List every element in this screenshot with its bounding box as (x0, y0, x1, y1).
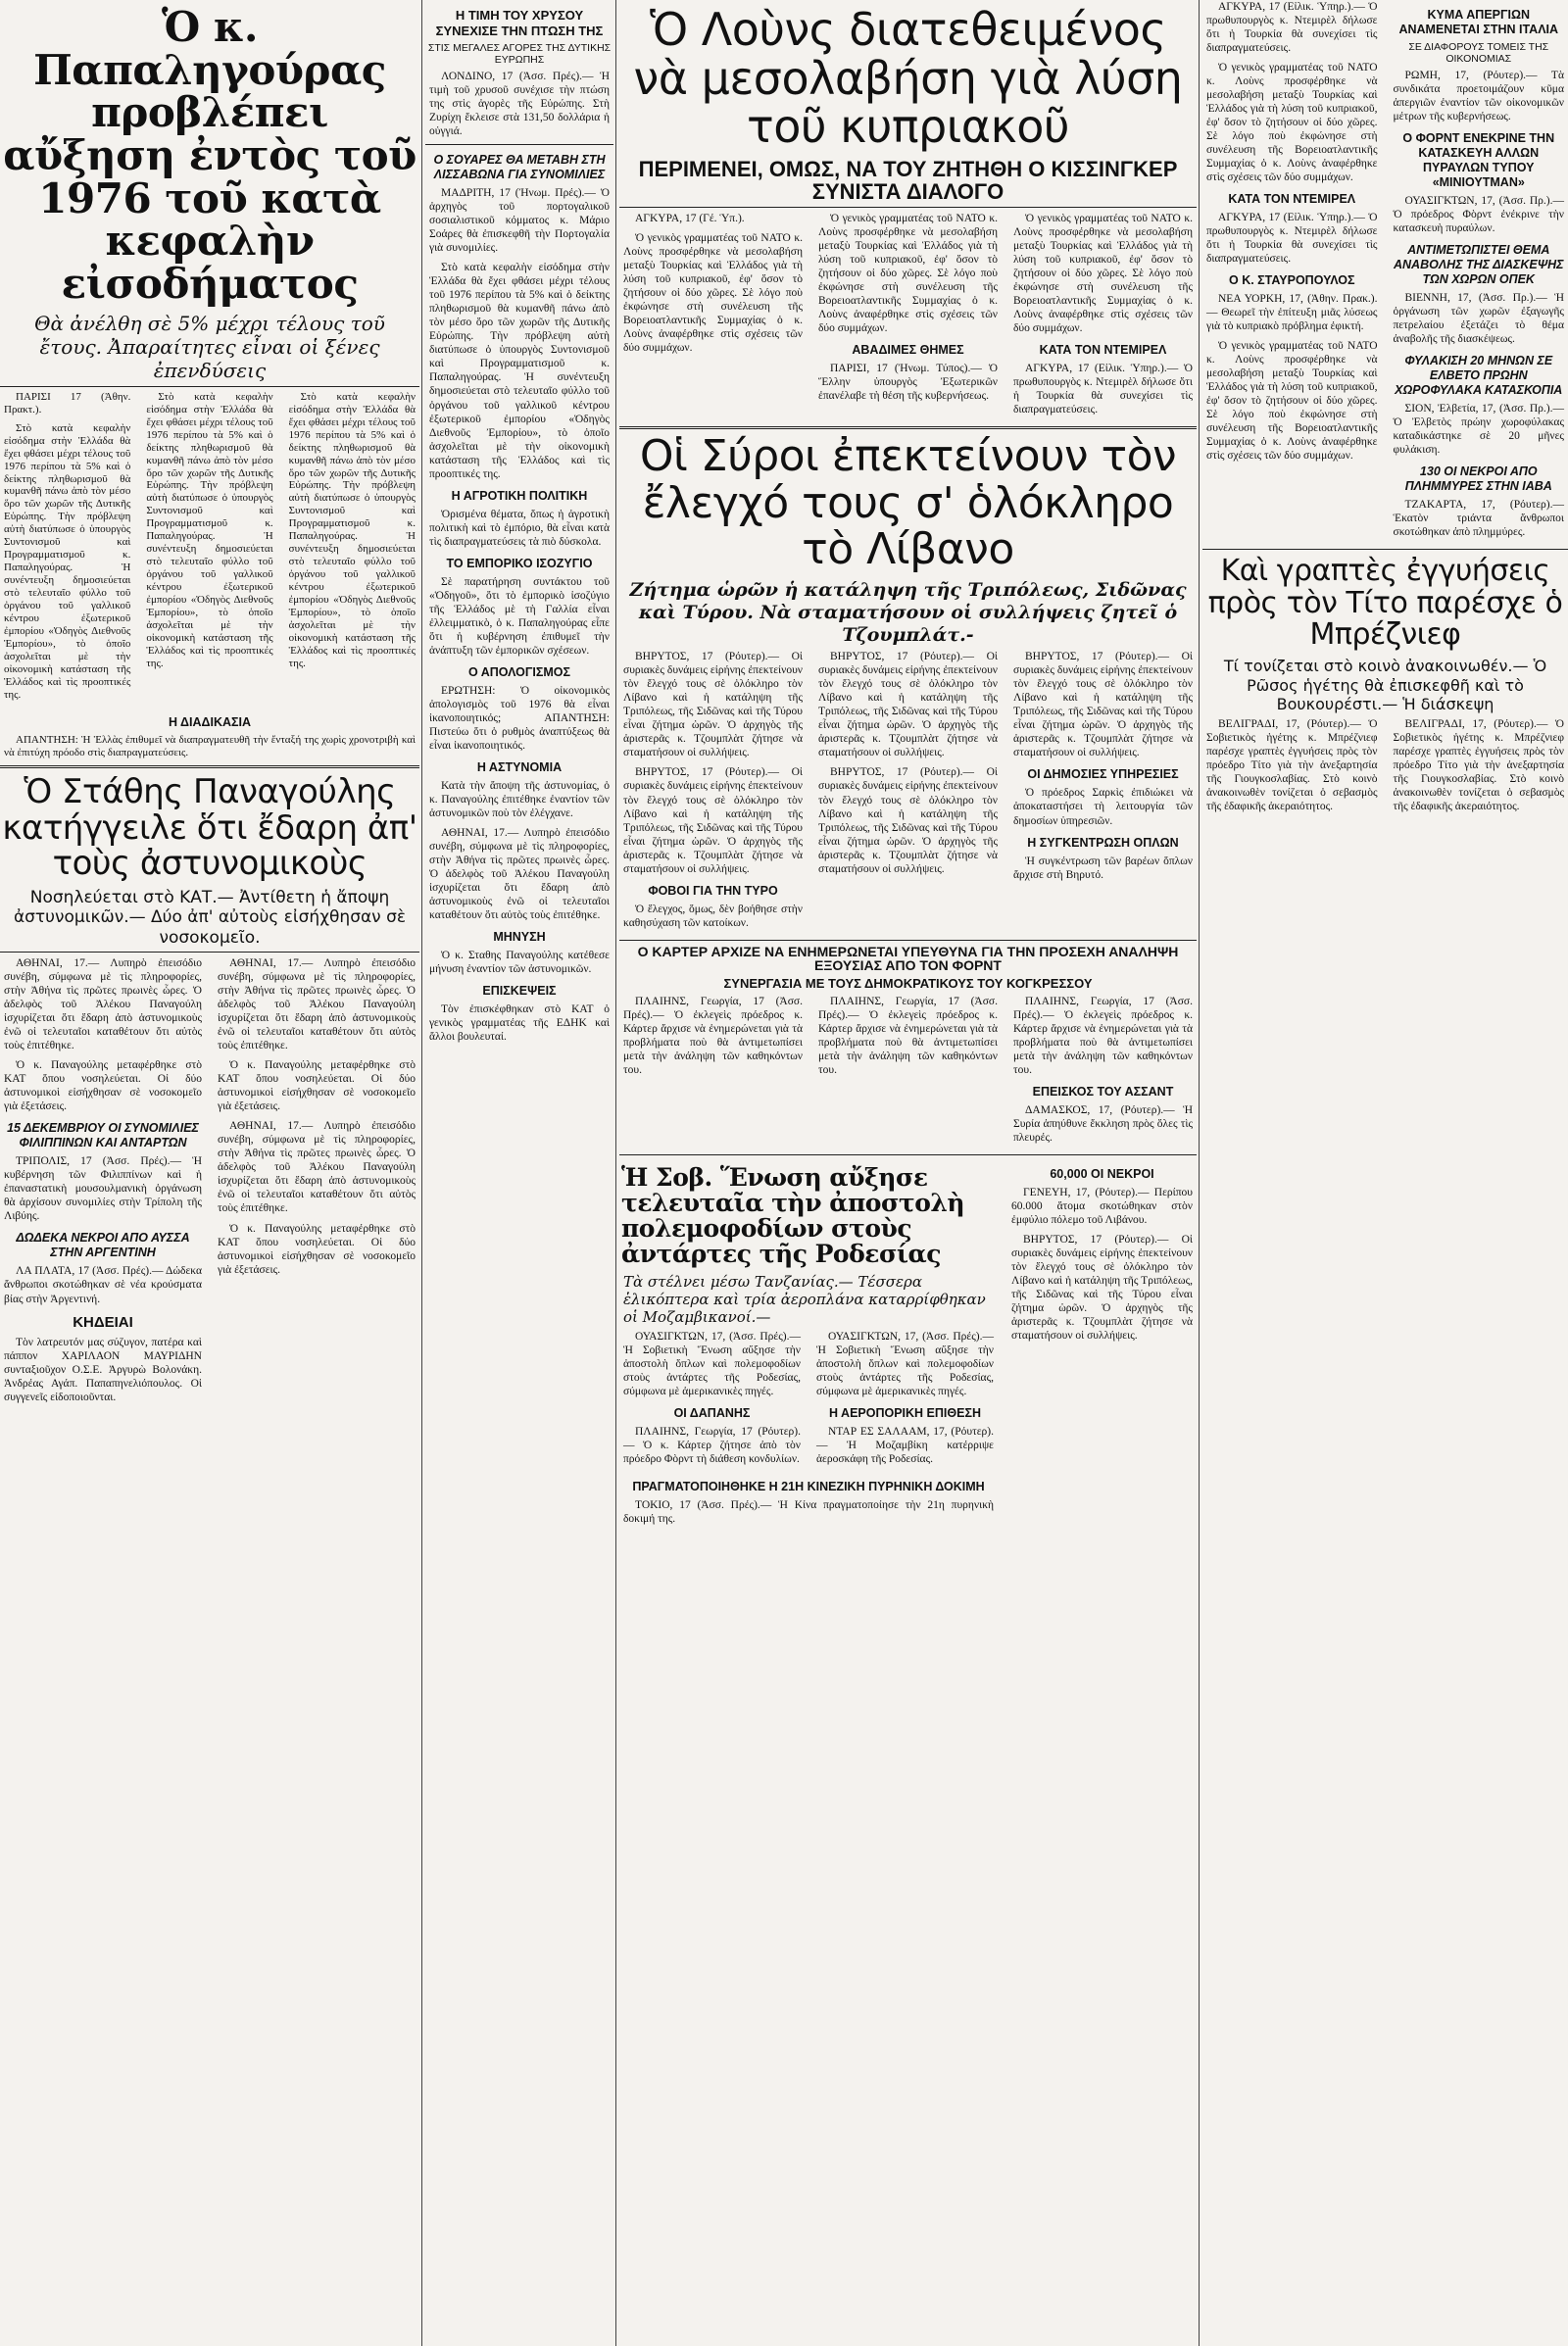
article-body: Ἡ συγκέντρωση τῶν βαρέων ὅπλων ἄρχισε στὴ Βηρυτό. (1013, 855, 1193, 881)
subhead-tito: Τί τονίζεται στὸ κοινὸ ἀνακοινωθέν.— Ὁ Ρῶσος ἡγέτης θὰ ἐπισκεφθῆ καὶ τὸ Βουκουρέστι.— Ἡ διάσκεψη (1223, 657, 1547, 713)
article-body: ΑΘΗΝΑΙ, 17.— Λυπηρὸ ἐπεισόδιο συνέβη, σύμφωνα μὲ τὶς πληροφορίες, στὴν Ἀθήνα τὶς πρῶτες πρωινὲς ὧρες. Ὁ ἀδελφὸς τοῦ Ἀλέκου Παναγούλη ἰσχυρίζεται ὅτι ἔδαρη ἀπὸ ἀστυνομικοὺς ἐνῶ οἱ τελευταῖοι καταθέτουν ὅτι αὐτὸς τοὺς ἐπιτέθηκε. (218, 1120, 416, 1215)
section-subkicker: ΣΤΙΣ ΜΕΓΑΛΕΣ ΑΓΟΡΕΣ ΤΗΣ ΔΥΤΙΚΗΣ ΕΥΡΩΠΗΣ (427, 42, 612, 67)
article-body: ΡΩΜΗ, 17, (Ρόυτερ).— Τὰ συνδικάτα προετοιμάζουν κῦμα ἀπεργιῶν ἐναντίον τῶν οἰκονομικῶν μέτρων τῆς κυβερνήσεως. (1393, 70, 1564, 123)
article-body: ΔΑΜΑΣΚΟΣ, 17, (Ρόυτερ).— Ἡ Συρία ἀπηύθυνε ἔκκληση πρὸς ὅλες τὶς πλευρές. (1013, 1103, 1193, 1144)
article-body: ΤΖΑΚΑΡΤΑ, 17, (Ρόυτερ).— Ἑκατὸν τριάντα ἄνθρωποι σκοτώθηκαν ἀπὸ πλημμύρες. (1393, 499, 1564, 539)
article-body: Ὁ γενικὸς γραμματέας τοῦ ΝΑΤΟ κ. Λοὺνς προσφέρθηκε νὰ μεσολαβήση μεταξὺ Τουρκίας καὶ Ἑλλάδος γιὰ τὴ λύση τοῦ κυπριακοῦ, ἐφ' ὅσον τὸ ζητήσουν οἱ δύο χῶρες. Σὲ λόγο ποὺ ἐκφώνησε στὴ συνέλευση τῆς Βορειοατλαντικῆς Συμμαχίας ὁ κ. Λοὺνς ἀναφέρθηκε στὶς σχέσεις τῶν δύο συμμάχων. (1206, 340, 1378, 463)
article-body: ΕΡΩΤΗΣΗ: Ὁ οἰκονομικὸς ἀπολογισμὸς τοῦ 1976 θὰ εἶναι ἱκανοποιητικός; ΑΠΑΝΤΗΣΗ: Πιστεύω ὅτι ὁ ρυθμὸς ἀναπτύξεως θὰ εἶναι ἱκανοποιητικός. (429, 684, 610, 752)
article-body: ΑΓΚΥΡΑ, 17 (Εἰλικ. Ὑπηρ.).— Ὁ πρωθυπουργὸς κ. Ντεμιρὲλ δήλωσε ὅτι ἡ Τουρκία θὰ συνεχίσει τὶς διαπραγματεύσεις. (1013, 363, 1193, 416)
subhead-panagoulis: Νοσηλεύεται στὸ ΚΑΤ.— Ἀντίθετη ἡ ἄποψη ἀστυνομικῶν.— Δύο ἀπ' αὐτοὺς εἰσήχθησαν σὲ νοσοκομεῖο. (13, 888, 407, 948)
column-rule (615, 0, 616, 2346)
section-kicker: ΕΠΙΣΚΕΨΕΙΣ (482, 984, 557, 998)
article-body: ΒΗΡΥΤΟΣ, 17 (Ρόυτερ).— Οἱ συριακὲς δυνάμεις εἰρήνης ἐπεκτείνουν τὸν ἔλεγχό τους σὲ ὁλόκληρο τὸν Λίβανο καὶ ἡ κατάληψη τῆς Τριπόλεως, τῆς Σιδῶνας καὶ τῆς Τύρου εἶναι ζήτημα ὡρῶν. Ὁ ἀρχηγὸς τῆς ἀριστερᾶς κ. Τζουμπλὰτ ζήτησε νὰ σταματήσουν οἱ συλλήψεις. (818, 766, 998, 875)
column-rule (1199, 0, 1200, 2346)
section-kicker: Η ΤΙΜΗ ΤΟΥ ΧΡΥΣΟΥ ΣΥΝΕΧΙΣΕ ΤΗΝ ΠΤΩΣΗ ΤΗΣ (435, 8, 604, 38)
article-body: Ὁ πρόεδρος Σαρκὶς ἐπιδιώκει νὰ ἀποκαταστήσει τὴ λειτουργία τῶν δημοσίων ὑπηρεσιῶν. (1013, 787, 1193, 827)
article-body: Ὁ κ. Παναγούλης μεταφέρθηκε στὸ ΚΑΤ ὅπου νοσηλεύεται. Οἱ δύο ἀστυνομικοὶ εἰσήχθησαν σὲ νοσοκομεῖο γιὰ ἐξετάσεις. (4, 1059, 202, 1113)
article-body: Ὁ ἔλεγχος, ὅμως, δὲν βοήθησε στὴν καθησύχαση τῶν κατοίκων. (623, 903, 803, 929)
article-body: Τὸν ἐπισκέφθηκαν στὸ ΚΑΤ ὁ γενικὸς γραμματέας τῆς ΕΔΗΚ καὶ ἄλλοι βουλευταί. (429, 1003, 610, 1044)
section-kicker: ΦΟΒΟΙ ΓΙΑ ΤΗΝ ΤΥΡΟ (648, 883, 778, 898)
article-body: ΒΕΛΙΓΡΑΔΙ, 17, (Ρόυτερ).— Ὁ Σοβιετικὸς ἡγέτης κ. Μπρέζνιεφ παρέσχε γραπτὲς ἐγγυήσεις πρὸς τὸν πρόεδρο Τίτο γιὰ τὴν ἀνεξαρτησία τῆς Γιουγκοσλαβίας. Στὸ κοινὸ ἀνακοινωθὲν τονίζεται ὁ σεβασμὸς τῆς ἐδαφικῆς ἀκεραιότητος. (1206, 718, 1378, 813)
article-body: Ὁ γενικὸς γραμματέας τοῦ ΝΑΤΟ κ. Λοὺνς προσφέρθηκε νὰ μεσολαβήση μεταξὺ Τουρκίας καὶ Ἑλλάδος γιὰ τὴ λύση τοῦ κυπριακοῦ, ἐφ' ὅσον τὸ ζητήσουν οἱ δύο χῶρες. Σὲ λόγο ποὺ ἐκφώνησε στὴ συνέλευση τῆς Βορειοατλαντικῆς Συμμαχίας ὁ κ. Λοὺνς ἀναφέρθηκε στὶς σχέσεις τῶν δύο συμμάχων. (1206, 62, 1378, 184)
subhead-papaligouras: Θὰ ἀνέλθη σὲ 5% μέχρι τέλους τοῦ ἔτους. Ἀπαραίτητες εἶναι οἱ ξένες ἐπενδύσεις (34, 311, 385, 382)
article-body: ΛΟΝΔΙΝΟ, 17 (Ἀσσ. Πρές).— Ἡ τιμὴ τοῦ χρυσοῦ συνέχισε τὴν πτώση της στὶς ἀγορὲς τῆς Εὐρώπης. Στὴ Ζυρίχη ἔκλεισε στὰ 131,50 δολλάρια ἡ οὐγγιά. (429, 71, 610, 138)
section-kicker: ΟΙ ΔΗΜΟΣΙΕΣ ΥΠΗΡΕΣΙΕΣ (1027, 767, 1179, 782)
dateline: ΠΑΡΙΣΙ 17 (Ἀθην. Πρακτ.). (4, 390, 131, 415)
article-body: ΠΛΑΙΗΝΣ, Γεωργία, 17 (Ἀσσ. Πρές).— Ὁ ἐκλεγεὶς πρόεδρος κ. Κάρτερ ἄρχισε νὰ ἐνημερώνεται γιὰ τὰ προβλήματα ποὺ θὰ ἀντιμετωπίσει μετὰ τὴν ἀνάληψη τῶν καθηκόντων του. (818, 995, 998, 1076)
article-body: ΤΡΙΠΟΛΙΣ, 17 (Ἀσσ. Πρές).— Ἡ κυβέρνηση τῶν Φιλιππίνων καὶ ἡ ἐπαναστατικὴ μουσουλμανικὴ ὀργάνωση θὰ ἀρχίσουν συνομιλίες στὴν Τρίπολη τῆς Λιβύης. (4, 1155, 202, 1223)
article-body: ΑΘΗΝΑΙ, 17.— Λυπηρὸ ἐπεισόδιο συνέβη, σύμφωνα μὲ τὶς πληροφορίες, στὴν Ἀθήνα τὶς πρῶτες πρωινὲς ὧρες. Ὁ ἀδελφὸς τοῦ Ἀλέκου Παναγούλη ἰσχυρίζεται ὅτι ἔδαρη ἀπὸ ἀστυνομικοὺς ἐνῶ οἱ τελευταῖοι καταθέτουν ὅτι αὐτὸς τοὺς ἐπιτέθηκε. (218, 957, 416, 1052)
article-body: Ὁ κ. Σταθης Παναγούλης κατέθεσε μήνυση ἐναντίον τῶν ἀστυνομικῶν. (429, 949, 610, 975)
subhead-rhodesia: Τὰ στέλνει μέσω Τανζανίας.— Τέσσερα ἑλικόπτερα καὶ τρία ἀεροπλάνα καταρρίφθηκαν οἱ Μοζαμβικανοί.— (623, 1272, 986, 1326)
section-kicker: ΤΟ ΕΜΠΟΡΙΚΟ ΙΣΟΖΥΓΙΟ (446, 556, 593, 570)
section-kicker: ΠΡΑΓΜΑΤΟΠΟΙΗΘΗΚΕ Η 21Η ΚΙΝΕΖΙΚΗ ΠΥΡΗΝΙΚΗ ΔΟΚΙΜΗ (632, 1479, 985, 1493)
section-kicker: Η ΑΣΤΥΝΟΜΙΑ (476, 759, 563, 774)
article-body: ΒΗΡΥΤΟΣ, 17 (Ρόυτερ).— Οἱ συριακὲς δυνάμεις εἰρήνης ἐπεκτείνουν τὸν ἔλεγχό τους σὲ ὁλόκληρο τὸν Λίβανο καὶ ἡ κατάληψη τῆς Τριπόλεως, τῆς Σιδῶνας καὶ τῆς Τύρου εἶναι ζήτημα ὡρῶν. Ὁ ἀρχηγὸς τῆς ἀριστερᾶς κ. Τζουμπλὰτ ζήτησε νὰ σταματήσουν οἱ συλλήψεις. (1013, 651, 1193, 759)
section-kicker: Ο Κ. ΣΤΑΥΡΟΠΟΥΛΟΣ (1229, 273, 1355, 288)
article-body: ΒΗΡΥΤΟΣ, 17 (Ρόυτερ).— Οἱ συριακὲς δυνάμεις εἰρήνης ἐπεκτείνουν τὸν ἔλεγχό τους σὲ ὁλόκληρο τὸν Λίβανο καὶ ἡ κατάληψη τῆς Τριπόλεως, τῆς Σιδῶνας καὶ τῆς Τύρου εἶναι ζήτημα ὡρῶν. Ὁ ἀρχηγὸς τῆς ἀριστερᾶς κ. Τζουμπλὰτ ζήτησε νὰ σταματήσουν οἱ συλλήψεις. (623, 766, 803, 875)
article-body: ΝΤΑΡ ΕΣ ΣΑΛΑΑΜ, 17, (Ρόυτερ).— Ἡ Μοζαμβίκη κατέρριψε ἀεροσκάφη τῆς Ροδεσίας. (816, 1425, 994, 1465)
article-body: ΛΑ ΠΛΑΤΑ, 17 (Ἀσσ. Πρές).— Δώδεκα ἄνθρωποι σκοτώθηκαν σὲ νέα κρούσματα βίας στὴν Ἀργεντινή. (4, 1265, 202, 1305)
headline-luns: Ὁ Λοὺνς διατεθειμένος νὰ μεσολαβήση γιὰ λύση τοῦ κυπριακοῦ (633, 3, 1183, 154)
article-body: Στὸ κατὰ κεφαλὴν εἰσόδημα στὴν Ἑλλάδα θὰ ἔχει φθάσει μέχρι τέλους τοῦ 1976 περίπου τὰ 5% καὶ ὁ δείκτης πληθωρισμοῦ θὰ κυμανθῆ πάνω ἀπὸ τὸν μέσο ὅρο τῶν χωρῶν τῆς Δυτικῆς Εὐρώπης. Τὴν πρόβλεψη αὐτὴ διατύπωσε ὁ ὑπουργὸς Συντονισμοῦ καὶ Προγραμματισμοῦ κ. Παπαληγούρας. Ἡ συνέντευξη δημοσιεύεται στὸ τελευταῖο φύλλο τοῦ ὀργάνου τοῦ γαλλικοῦ κέντρου ἐξωτερικοῦ ἐμπορίου «Ὁδηγὸς Διεθνοῦς Ἐμπορίου», τὸ ὁποῖο ἀσχολεῖται μὲ τὴν οἰκονομικὴ κατάσταση τῆς Ἑλλάδος καὶ τὶς προοπτικές της. (4, 421, 131, 701)
article-body: ΒΙΕΝΝΗ, 17, (Ἀσσ. Πρ.).— Ἡ ὀργάνωση τῶν χωρῶν ἐξαγωγῆς πετρελαίου ἐξετάζει τὸ θέμα ἀναβολῆς τῆς διασκέψεως. (1393, 292, 1564, 346)
article-body: ΒΕΛΙΓΡΑΔΙ, 17, (Ρόυτερ).— Ὁ Σοβιετικὸς ἡγέτης κ. Μπρέζνιεφ παρέσχε γραπτὲς ἐγγυήσεις πρὸς τὸν πρόεδρο Τίτο γιὰ τὴν ἀνεξαρτησία τῆς Γιουγκοσλαβίας. Στὸ κοινὸ ἀνακοινωθὲν τονίζεται ὁ σεβασμὸς τῆς ἐδαφικῆς ἀκεραιότητος. (1393, 718, 1564, 813)
article-body: Ὁ γενικὸς γραμματέας τοῦ ΝΑΤΟ κ. Λοὺνς προσφέρθηκε νὰ μεσολαβήση μεταξὺ Τουρκίας καὶ Ἑλλάδος γιὰ τὴ λύση τοῦ κυπριακοῦ, ἐφ' ὅσον τὸ ζητήσουν οἱ δύο χῶρες. Σὲ λόγο ποὺ ἐκφώνησε στὴ συνέλευση τῆς Βορειοατλαντικῆς Συμμαχίας ὁ κ. Λοὺνς ἀναφέρθηκε στὶς σχέσεις τῶν δύο συμμάχων. (1013, 213, 1193, 335)
column-center (619, 0, 1197, 2346)
headline-papaligouras: Ὁ κ. Παπαληγούρας προβλέπει αὔξηση ἐντὸς τοῦ 1976 τοῦ κατὰ κεφαλὴν εἰσοδήματος (3, 3, 416, 309)
column-left (0, 0, 419, 2346)
section-kicker: ΔΩΔΕΚΑ ΝΕΚΡΟΙ ΑΠΟ ΑΥΣΣΑ ΣΤΗΝ ΑΡΓΕΝΤΙΝΗ (16, 1231, 190, 1260)
article-body: ΒΗΡΥΤΟΣ, 17 (Ρόυτερ).— Οἱ συριακὲς δυνάμεις εἰρήνης ἐπεκτείνουν τὸν ἔλεγχό τους σὲ ὁλόκληρο τὸν Λίβανο καὶ ἡ κατάληψη τῆς Τριπόλεως, τῆς Σιδῶνας καὶ τῆς Τύρου εἶναι ζήτημα ὡρῶν. Ὁ ἀρχηγὸς τῆς ἀριστερᾶς κ. Τζουμπλὰτ ζήτησε νὰ σταματήσουν οἱ συλλήψεις. (623, 651, 803, 759)
section-kicker: Ο ΣΟΥΑΡΕΣ ΘΑ ΜΕΤΑΒΗ ΣΤΗ ΛΙΣΣΑΒΩΝΑ ΓΙΑ ΣΥΝΟΜΙΛΙΕΣ (433, 153, 606, 182)
article-body: ΤΟΚΙΟ, 17 (Ἀσσ. Πρές).— Ἡ Κίνα πραγματοποίησε τὴν 21η πυρηνικὴ δοκιμή της. (623, 1498, 994, 1525)
article-body: Ὁ γενικὸς γραμματέας τοῦ ΝΑΤΟ κ. Λοὺνς προσφέρθηκε νὰ μεσολαβήση μεταξὺ Τουρκίας καὶ Ἑλλάδος γιὰ τὴ λύση τοῦ κυπριακοῦ, ἐφ' ὅσον τὸ ζητήσουν οἱ δύο χῶρες. Σὲ λόγο ποὺ ἐκφώνησε στὴ συνέλευση τῆς Βορειοατλαντικῆς Συμμαχίας ὁ κ. Λοὺνς ἀναφέρθηκε στὶς σχέσεις τῶν δύο συμμάχων. (623, 232, 803, 355)
headline-carter: Ο ΚΑΡΤΕΡ ΑΡΧΙΖΕ ΝΑ ΕΝΗΜΕΡΩΝΕΤΑΙ ΥΠΕΥΘΥΝΑ ΓΙΑ ΤΗΝ ΠΡΟΣΕΧΗ ΑΝΑΛΗΨΗ ΕΞΟΥΣΙΑΣ ΑΠΟ ΤΟΝ ΦΟΡΝΤ (637, 943, 1179, 974)
dateline: ΑΓΚΥΡΑ, 17 (Γέ. Ὑπ.). (635, 213, 745, 225)
article-body: ΠΑΡΙΣΙ, 17 (Ἠνωμ. Τύπος).— Ὁ Ἕλλην ὑπουργὸς Ἐξωτερικῶν ἐπανέλαβε τὴ θέση τῆς κυβερνήσεως. (818, 363, 998, 403)
article-body: Στὸ κατὰ κεφαλὴν εἰσόδημα στὴν Ἑλλάδα θὰ ἔχει φθάσει μέχρι τέλους τοῦ 1976 περίπου τὰ 5% καὶ ὁ δείκτης πληθωρισμοῦ θὰ κυμανθῆ πάνω ἀπὸ τὸν μέσο ὅρο τῶν χωρῶν τῆς Δυτικῆς Εὐρώπης. Τὴν πρόβλεψη αὐτὴ διατύπωσε ὁ ὑπουργὸς Συντονισμοῦ καὶ Προγραμματισμοῦ κ. Παπαληγούρας. Ἡ συνέντευξη δημοσιεύεται στὸ τελευταῖο φύλλο τοῦ ὀργάνου τοῦ γαλλικοῦ κέντρου ἐξωτερικοῦ ἐμπορίου «Ὁδηγὸς Διεθνοῦς Ἐμπορίου», τὸ ὁποῖο ἀσχολεῖται μὲ τὴν οἰκονομικὴ κατάσταση τῆς Ἑλλάδος καὶ τὶς προοπτικές της. (429, 262, 610, 480)
article-body: Ὁ γενικὸς γραμματέας τοῦ ΝΑΤΟ κ. Λοὺνς προσφέρθηκε νὰ μεσολαβήση μεταξὺ Τουρκίας καὶ Ἑλλάδος γιὰ τὴ λύση τοῦ κυπριακοῦ, ἐφ' ὅσον τὸ ζητήσουν οἱ δύο χῶρες. Σὲ λόγο ποὺ ἐκφώνησε στὴ συνέλευση τῆς Βορειοατλαντικῆς Συμμαχίας ὁ κ. Λοὺνς ἀναφέρθηκε στὶς σχέσεις τῶν δύο συμμάχων. (818, 213, 998, 335)
section-kicker: 130 ΟΙ ΝΕΚΡΟΙ ΑΠΟ ΠΛΗΜΜΥΡΕΣ ΣΤΗΝ ΙΑΒΑ (1404, 464, 1552, 494)
section-kicker: 15 ΔΕΚΕΜΒΡΙΟΥ ΟΙ ΣΥΝΟΜΙΛΙΕΣ ΦΙΛΙΠΠΙΝΩΝ ΚΑΙ ΑΝΤΑΡΤΩΝ (7, 1121, 199, 1150)
article-body: Κατὰ τὴν ἄποψη τῆς ἀστυνομίας, ὁ κ. Παναγούλης ἐπιτέθηκε ἐναντίον τῶν ἀστυνομικῶν ποὺ τὸν ἐλέγχανε. (429, 779, 610, 819)
article-body: Στὸ κατὰ κεφαλὴν εἰσόδημα στὴν Ἑλλάδα θὰ ἔχει φθάσει μέχρι τέλους τοῦ 1976 περίπου τὰ 5% καὶ ὁ δείκτης πληθωρισμοῦ θὰ κυμανθῆ πάνω ἀπὸ τὸν μέσο ὅρο τῶν χωρῶν τῆς Δυτικῆς Εὐρώπης. Τὴν πρόβλεψη αὐτὴ διατύπωσε ὁ ὑπουργὸς Συντονισμοῦ καὶ Προγραμματισμοῦ κ. Παπαληγούρας. Ἡ συνέντευξη δημοσιεύεται στὸ τελευταῖο φύλλο τοῦ ὀργάνου τοῦ γαλλικοῦ κέντρου ἐξωτερικοῦ ἐμπορίου «Ὁδηγὸς Διεθνοῦς Ἐμπορίου», τὸ ὁποῖο ἀσχολεῖται μὲ τὴν οἰκονομικὴ κατάσταση τῆς Ἑλλάδος καὶ τὶς προοπτικές της. (288, 390, 416, 670)
section-kicker: ΚΑΤΑ ΤΟΝ ΝΤΕΜΙΡΕΛ (1228, 192, 1356, 207)
subhead-syrians: Ζήτημα ὡρῶν ἡ κατάληψη τῆς Τριπόλεως, Σιδῶνας καὶ Τύρου. Νὰ σταματήσουν οἱ συλλήψεις ζητεῖ ὁ Τζουμπλάτ.- (629, 578, 1187, 646)
headline-tito: Καὶ γραπτὲς ἐγγυήσεις πρὸς τὸν Τίτο παρέσχε ὁ Μπρέζνιεφ (1207, 554, 1563, 653)
article-body: ΑΠΑΝΤΗΣΗ: Ἡ Ἑλλὰς ἐπιθυμεῖ νὰ διαπραγματευθῆ τὴν ἔνταξή της χωρὶς χρονοτριβὴ καὶ νὰ ἐπιτύχη πρόοδο στὶς διαπραγματεύσεις. (4, 733, 416, 758)
obituary-text: Τὸν λατρευτόν μας σύζυγον, πατέρα καὶ πάππον ΧΑΡΙΛΑΟΝ ΜΑΥΡΙΔΗΝ συνταξιοῦχον Ο.Σ.Ε. Ἀργυρὼ Βολονάκη. Ἀνδρέας Αγάπ. Παπαπηνελιόπουλος. Οἱ συγγενεῖς εἰδοποιοῦνται. (4, 1336, 202, 1403)
column-rule (421, 0, 422, 2346)
article-body: ΑΘΗΝΑΙ, 17.— Λυπηρὸ ἐπεισόδιο συνέβη, σύμφωνα μὲ τὶς πληροφορίες, στὴν Ἀθήνα τὶς πρῶτες πρωινὲς ὧρες. Ὁ ἀδελφὸς τοῦ Ἀλέκου Παναγούλη ἰσχυρίζεται ὅτι ἔδαρη ἀπὸ ἀστυνομικοὺς ἐνῶ οἱ τελευταῖοι καταθέτουν ὅτι αὐτὸς τοὺς ἐπιτέθηκε. (429, 826, 610, 921)
article-body: ΠΛΑΙΗΝΣ, Γεωργία, 17 (Ἀσσ. Πρές).— Ὁ ἐκλεγεὶς πρόεδρος κ. Κάρτερ ἄρχισε νὰ ἐνημερώνεται γιὰ τὰ προβλήματα ποὺ θὰ ἀντιμετωπίσει μετὰ τὴν ἀνάληψη τῶν καθηκόντων του. (1013, 995, 1193, 1076)
article-body: Ὁ κ. Παναγούλης μεταφέρθηκε στὸ ΚΑΤ ὅπου νοσηλεύεται. Οἱ δύο ἀστυνομικοὶ εἰσήχθησαν σὲ νοσοκομεῖο γιὰ ἐξετάσεις. (218, 1222, 416, 1276)
section-kicker: ΑΒΑΔΙΜΕΣ ΘΗΜΕΣ (852, 343, 964, 358)
headline-rhodesia: Ἡ Σοβ. Ἕνωση αὔξησε τελευταῖα τὴν ἀποστολὴ πολεμοφοδίων στοὺς ἀντάρτες τῆς Ροδεσίας (621, 1162, 965, 1268)
article-body: ΑΘΗΝΑΙ, 17.— Λυπηρὸ ἐπεισόδιο συνέβη, σύμφωνα μὲ τὶς πληροφορίες, στὴν Ἀθήνα τὶς πρῶτες πρωινὲς ὧρες. Ὁ ἀδελφὸς τοῦ Ἀλέκου Παναγούλη ἰσχυρίζεται ὅτι ἔδαρη ἀπὸ ἀστυνομικοὺς ἐνῶ οἱ τελευταῖοι καταθέτουν ὅτι αὐτὸς τοὺς ἐπιτέθηκε. (4, 957, 202, 1052)
article-body: ΝΕΑ ΥΟΡΚΗ, 17, (Ἀθην. Πρακ.).— Θεωρεῖ τὴν ἐπίτευξη μιᾶς λύσεως γιὰ τὸ κυπριακὸ πρόβλημα ἐφικτή. (1206, 293, 1378, 333)
section-kicker: ΜΗΝΥΣΗ (493, 929, 546, 944)
subhead-luns: ΠΕΡΙΜΕΝΕΙ, ΟΜΩΣ, ΝΑ ΤΟΥ ΖΗΤΗΘΗ Ο ΚΙΣΣΙΝΓΚΕΡ ΣΥΝΙΣΤΑ ΔΙΑΛΟΓΟ (638, 157, 1178, 205)
article-body: ΑΓΚΥΡΑ, 17 (Εἰλικ. Ὑπηρ.).— Ὁ πρωθυπουργὸς κ. Ντεμιρὲλ δήλωσε ὅτι ἡ Τουρκία θὰ συνεχίσει τὶς διαπραγματεύσεις. (1206, 1, 1378, 55)
section-kicker: Η ΣΥΓΚΕΝΤΡΩΣΗ ΟΠΛΩΝ (1027, 835, 1179, 850)
section-kicker: Η ΑΓΡΟΤΙΚΗ ΠΟΛΙΤΙΚΗ (451, 488, 588, 503)
section-kicker: ΑΝΤΙΜΕΤΩΠΙΣΤΕΙ ΘΕΜΑ ΑΝΑΒΟΛΗΣ ΤΗΣ ΔΙΑΣΚΕΨΗΣ ΤΩΝ ΧΩΡΩΝ ΟΠΕΚ (1394, 243, 1564, 287)
headline-panagoulis: Ὁ Στάθης Παναγούλης κατήγγειλε ὅτι ἔδαρη ἀπ' τοὺς ἀστυνομικοὺς (2, 771, 417, 884)
section-kicker: ΚΥΜΑ ΑΠΕΡΓΙΩΝ ΑΝΑΜΕΝΕΤΑΙ ΣΤΗΝ ΙΤΑΛΙΑ (1398, 8, 1559, 36)
section-kicker: ΟΙ ΔΑΠΑΝΗΣ (673, 1405, 751, 1420)
section-kicker: 60,000 ΟΙ ΝΕΚΡΟΙ (1050, 1166, 1154, 1181)
article-body: ΠΛΑΙΗΝΣ, Γεωργία, 17 (Ρόυτερ).— Ὁ κ. Κάρτερ ζήτησε ἀπὸ τὸν πρόεδρο Φὸρντ τὴ διάθεση κονδυλίων. (623, 1425, 801, 1465)
section-subkicker: ΣΕ ΔΙΑΦΟΡΟΥΣ ΤΟΜΕΙΣ ΤΗΣ ΟΙΚΟΝΟΜΙΑΣ (1408, 41, 1549, 65)
article-body: ΣΙΟΝ, Ἐλβετία, 17, (Ἀσσ. Πρ.).— Ὁ Ἐλβετὸς πρώην χωροφύλακας καταδικάστηκε σὲ 20 μῆνες φυλάκιση. (1393, 403, 1564, 457)
article-body: Στὸ κατὰ κεφαλὴν εἰσόδημα στὴν Ἑλλάδα θὰ ἔχει φθάσει μέχρι τέλους τοῦ 1976 περίπου τὰ 5% καὶ ὁ δείκτης πληθωρισμοῦ θὰ κυμανθῆ πάνω ἀπὸ τὸν μέσο ὅρο τῶν χωρῶν τῆς Δυτικῆς Εὐρώπης. Τὴν πρόβλεψη αὐτὴ διατύπωσε ὁ ὑπουργὸς Συντονισμοῦ καὶ Προγραμματισμοῦ κ. Παπαληγούρας. Ἡ συνέντευξη δημοσιεύεται στὸ τελευταῖο φύλλο τοῦ ὀργάνου τοῦ γαλλικοῦ κέντρου ἐξωτερικοῦ ἐμπορίου «Ὁδηγὸς Διεθνοῦς Ἐμπορίου», τὸ ὁποῖο ἀσχολεῖται μὲ τὴν οἰκονομικὴ κατάσταση τῆς Ἑλλάδος καὶ τὶς προοπτικές της. (146, 390, 273, 670)
article-body: ΜΑΔΡΙΤΗ, 17 (Ἠνωμ. Πρές).— Ὁ ἀρχηγὸς τοῦ πορτογαλικοῦ σοσιαλιστικοῦ κόμματος κ. Μάριο Σοάρες θὰ ἐπισκεφθῆ τὴν Πορτογαλία γιὰ συνομιλίες. (429, 187, 610, 255)
column-second (425, 0, 613, 2346)
section-kicker: ΕΠΕΙΣΚΟΣ ΤΟΥ ΑΣΣΑΝΤ (1032, 1084, 1174, 1099)
section-kicker: Η ΔΙΑΔΙΚΑΣΙΑ (168, 714, 252, 729)
column-right (1202, 0, 1568, 2346)
section-kicker: Ο ΦΟΡΝΤ ΕΝΕΚΡΙΝΕ ΤΗΝ ΚΑΤΑΣΚΕΥΗ ΑΛΛΩΝ ΠΥΡΑΥΛΩΝ ΤΥΠΟΥ «ΜΙΝΙΟΥΤΜΑΝ» (1402, 131, 1555, 190)
article-body: Ὁρισμένα θέματα, ὅπως ἡ ἀγροτικὴ πολιτικὴ καὶ τὸ ἐμπόριο, θὰ εἶναι κατὰ τὶς διαπραγματεύσεις τὰ πιὸ δύσκολα. (429, 508, 610, 548)
article-body: ΟΥΑΣΙΓΚΤΩΝ, 17, (Ἀσσ. Πρές).— Ἡ Σοβιετικὴ Ἕνωση αὔξησε τὴν ἀποστολὴ ὅπλων καὶ πολεμοφοδίων στοὺς ἀντάρτες τῆς Ροδεσίας, σύμφωνα μὲ ἀμερικανικὲς πηγές. (623, 1330, 801, 1397)
article-body: ΑΓΚΥΡΑ, 17 (Εἰλικ. Ὑπηρ.).— Ὁ πρωθυπουργὸς κ. Ντεμιρὲλ δήλωσε ὅτι ἡ Τουρκία θὰ συνεχίσει τὶς διαπραγματεύσεις. (1206, 212, 1378, 266)
article-body: Ὁ κ. Παναγούλης μεταφέρθηκε στὸ ΚΑΤ ὅπου νοσηλεύεται. Οἱ δύο ἀστυνομικοὶ εἰσήχθησαν σὲ νοσοκομεῖο γιὰ ἐξετάσεις. (218, 1059, 416, 1113)
headline-syrians: Οἱ Σύροι ἐπεκτείνουν τὸν ἔλεγχό τους σ' ὁλόκληρο τὸ Λίβανο (639, 431, 1177, 575)
section-kicker: ΦΥΛΑΚΙΣΗ 20 ΜΗΝΩΝ ΣΕ ΕΛΒΕΤΟ ΠΡΩΗΝ ΧΩΡΟΦΥΛΑΚΑ ΚΑΤΑΣΚΟΠΙΑ (1395, 354, 1563, 398)
article-body: ΟΥΑΣΙΓΚΤΩΝ, 17, (Ἀσσ. Πρές).— Ἡ Σοβιετικὴ Ἕνωση αὔξησε τὴν ἀποστολὴ ὅπλων καὶ πολεμοφοδίων στοὺς ἀντάρτες τῆς Ροδεσίας, σύμφωνα μὲ ἀμερικανικὲς πηγές. (816, 1330, 994, 1397)
section-kicker: ΚΑΤΑ ΤΟΝ ΝΤΕΜΙΡΕΛ (1039, 343, 1167, 358)
subhead-carter: ΣΥΝΕΡΓΑΣΙΑ ΜΕ ΤΟΥΣ ΔΗΜΟΚΡΑΤΙΚΟΥΣ ΤΟΥ ΚΟΓΚΡΕΣΣΟΥ (723, 976, 1093, 991)
article-body: ΟΥΑΣΙΓΚΤΩΝ, 17, (Ἀσσ. Πρ.).— Ὁ πρόεδρος Φὸρντ ἐνέκρινε τὴν κατασκευὴ πυραύλων. (1393, 195, 1564, 235)
section-kicker: ΚΗΔΕΙΑΙ (73, 1313, 133, 1331)
article-body: ΒΗΡΥΤΟΣ, 17 (Ρόυτερ).— Οἱ συριακὲς δυνάμεις εἰρήνης ἐπεκτείνουν τὸν ἔλεγχό τους σὲ ὁλόκληρο τὸν Λίβανο καὶ ἡ κατάληψη τῆς Τριπόλεως, τῆς Σιδῶνας καὶ τῆς Τύρου εἶναι ζήτημα ὡρῶν. Ὁ ἀρχηγὸς τῆς ἀριστερᾶς κ. Τζουμπλὰτ ζήτησε νὰ σταματήσουν οἱ συλλήψεις. (818, 651, 998, 759)
article-body: Σὲ παρατήρηση συντάκτου τοῦ «Ὁδηγοῦ», ὅτι τὸ ἐμπορικὸ ἰσοζύγιο τῆς Ἑλλάδος μὲ τὴ Γαλλία εἶναι ἐλλειμματικὸ, ὁ κ. Παπαληγούρας εἶπε ὅτι ἡ κυβέρνηση ἐπιθυμεῖ τὴν ἀνάπτυξη τῶν ἐμπορικῶν σχέσεων. (429, 575, 610, 657)
section-kicker: Η ΑΕΡΟΠΟΡΙΚΗ ΕΠΙΘΕΣΗ (829, 1405, 981, 1420)
article-body: ΓΕΝΕΥΗ, 17, (Ρόυτερ).— Περίπου 60.000 ἄτομα σκοτώθηκαν στὸν ἐμφύλιο πόλεμο τοῦ Λιβάνου. (1011, 1186, 1193, 1226)
article-body: ΒΗΡΥΤΟΣ, 17 (Ρόυτερ).— Οἱ συριακὲς δυνάμεις εἰρήνης ἐπεκτείνουν τὸν ἔλεγχό τους σὲ ὁλόκληρο τὸν Λίβανο καὶ ἡ κατάληψη τῆς Τριπόλεως, τῆς Σιδῶνας καὶ τῆς Τύρου εἶναι ζήτημα ὡρῶν. Ὁ ἀρχηγὸς τῆς ἀριστερᾶς κ. Τζουμπλὰτ ζήτησε νὰ σταματήσουν οἱ συλλήψεις. (1011, 1233, 1193, 1342)
article-body: ΠΛΑΙΗΝΣ, Γεωργία, 17 (Ἀσσ. Πρές).— Ὁ ἐκλεγεὶς πρόεδρος κ. Κάρτερ ἄρχισε νὰ ἐνημερώνεται γιὰ τὰ προβλήματα ποὺ θὰ ἀντιμετωπίσει μετὰ τὴν ἀνάληψη τῶν καθηκόντων του. (623, 995, 803, 1076)
section-kicker: Ο ΑΠΟΛΟΓΙΣΜΟΣ (467, 664, 571, 679)
